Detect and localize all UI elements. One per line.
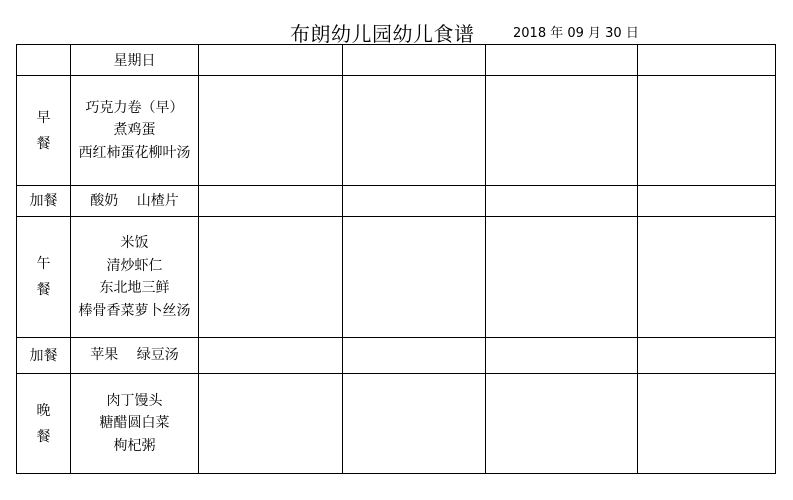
- menu-table: [16, 44, 776, 474]
- dish-list: [71, 217, 199, 338]
- empty-cell: [638, 217, 776, 338]
- empty-cell: [343, 374, 486, 474]
- dish: 棒骨香菜萝卜丝汤: [78, 302, 191, 319]
- dish: 东北地三鲜: [99, 280, 170, 296]
- dish: 米饭: [120, 235, 149, 251]
- table-row: [17, 186, 776, 217]
- empty-cell: [638, 76, 776, 186]
- meal-label-snack: 加餐: [17, 186, 71, 217]
- table-row: [17, 374, 776, 474]
- dish: 糖醋圆白菜: [99, 415, 170, 432]
- dish: 西红柿蛋花柳叶汤: [78, 144, 191, 161]
- dish: 苹果 绿豆汤: [90, 347, 179, 364]
- empty-cell: [199, 374, 343, 474]
- empty-cell: [486, 45, 638, 76]
- dish: 巧克力卷（早）: [85, 99, 184, 116]
- dish: 清炒虾仁: [106, 257, 163, 274]
- dish-list: [71, 338, 199, 374]
- empty-cell: [343, 45, 486, 76]
- empty-cell: [638, 338, 776, 374]
- empty-cell: [638, 45, 776, 76]
- empty-cell: [486, 186, 638, 217]
- empty-cell: [343, 186, 486, 217]
- corner-cell: [17, 45, 71, 76]
- dish-list: [71, 186, 199, 217]
- empty-cell: [486, 374, 638, 474]
- empty-cell: [486, 217, 638, 338]
- empty-cell: [199, 186, 343, 217]
- empty-cell: [343, 76, 486, 186]
- dish: 枸杞粥: [113, 437, 156, 454]
- table-row: [17, 76, 776, 186]
- meal-label-lunch: 午 餐: [17, 217, 71, 338]
- dish: 酸奶 山楂片: [90, 192, 179, 209]
- empty-cell: [199, 338, 343, 374]
- empty-cell: [638, 186, 776, 217]
- empty-cell: [343, 217, 486, 338]
- dish: 煮鸡蛋: [113, 122, 156, 139]
- empty-cell: [343, 338, 486, 374]
- empty-cell: [199, 217, 343, 338]
- empty-cell: [486, 338, 638, 374]
- meal-label-breakfast: 早 餐: [17, 76, 71, 186]
- dish-list: [71, 374, 199, 474]
- menu-date: 2018 年 09 月 30 日: [513, 26, 639, 41]
- empty-cell: [199, 45, 343, 76]
- dish: 肉丁馒头: [106, 392, 163, 409]
- weekday-header: 星期日: [71, 45, 199, 76]
- page-title: 布朗幼儿园幼儿食谱: [290, 22, 475, 46]
- empty-cell: [486, 76, 638, 186]
- meal-label-snack: 加餐: [17, 338, 71, 374]
- table-row: [17, 217, 776, 338]
- table-row: [17, 338, 776, 374]
- dish-list: [71, 76, 199, 186]
- header-row: [17, 45, 776, 76]
- empty-cell: [638, 374, 776, 474]
- empty-cell: [199, 76, 343, 186]
- meal-label-dinner: 晚 餐: [17, 374, 71, 474]
